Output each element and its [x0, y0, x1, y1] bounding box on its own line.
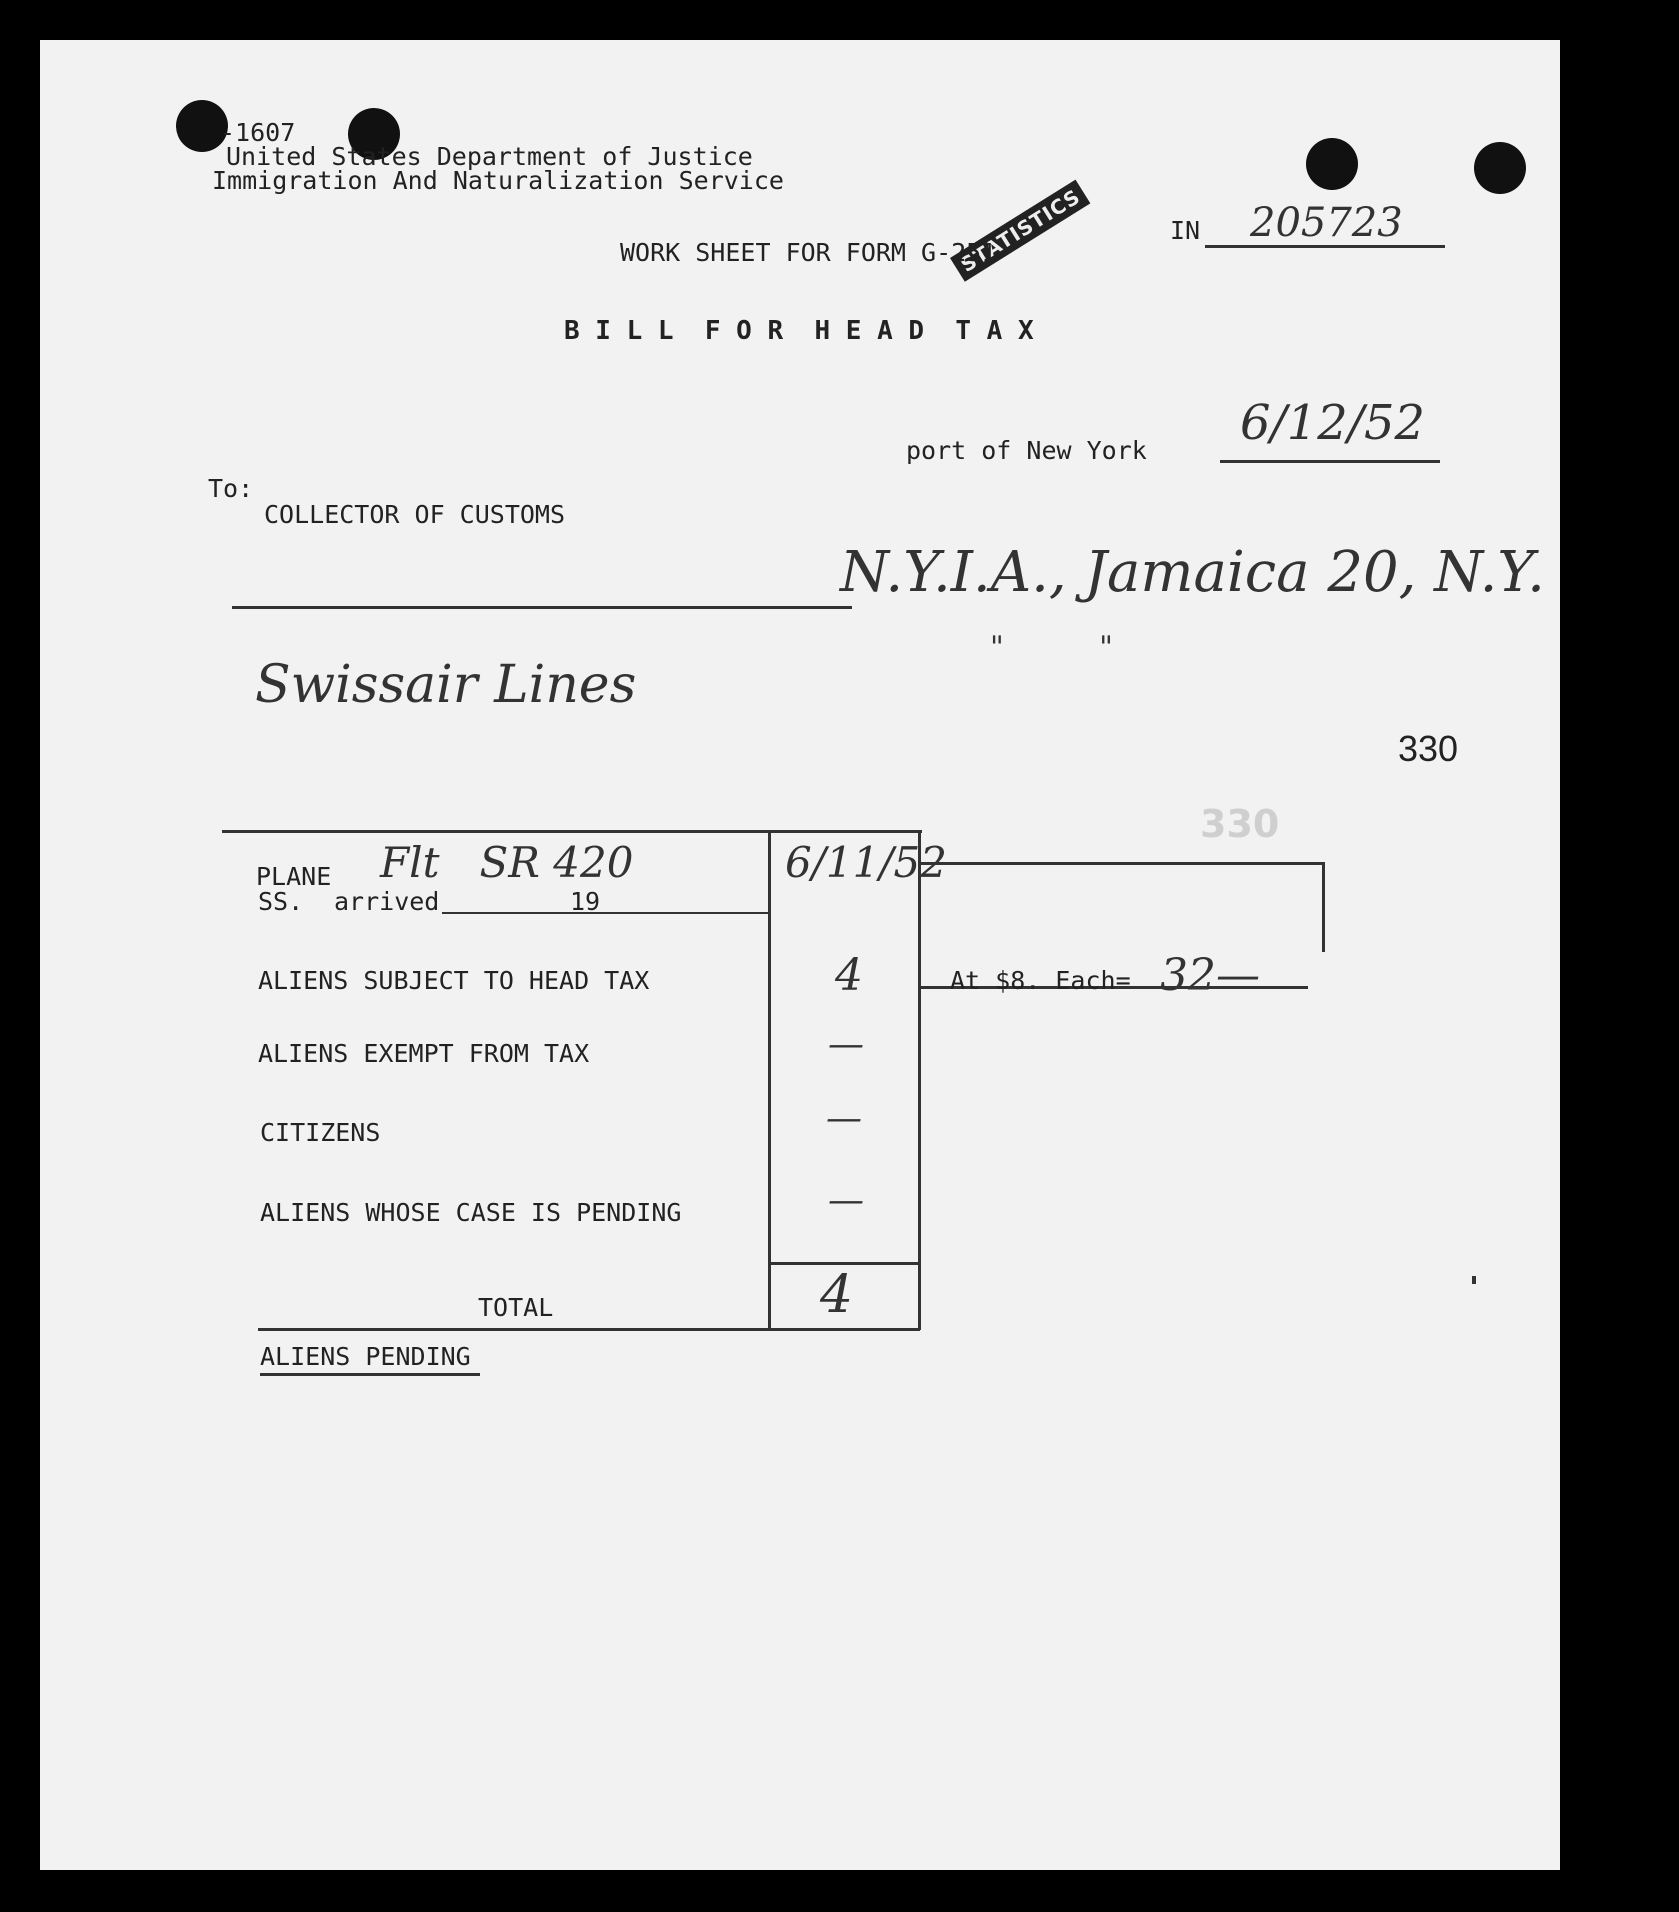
service-name: Immigration And Naturalization Service	[212, 166, 784, 195]
stray-mark	[1472, 1276, 1476, 1284]
address-underline	[232, 606, 852, 609]
rate-box-side	[1322, 862, 1325, 952]
to-label: To:	[208, 474, 254, 503]
arrived-underline	[442, 912, 768, 914]
carrier-handwritten: Swissair Lines	[255, 655, 637, 715]
location-handwritten: N.Y.I.A., Jamaica 20, N.Y.	[840, 540, 1545, 605]
table-divider-left	[768, 830, 771, 1330]
collector-label: COLLECTOR OF CUSTOMS	[264, 500, 566, 529]
row-value-exempt: —	[828, 1024, 864, 1065]
row-label-citizens: CITIZENS	[260, 1118, 381, 1147]
total-label: TOTAL	[478, 1293, 554, 1322]
row-value-subject: 4	[835, 950, 863, 1001]
row-value-pending-case: —	[828, 1180, 864, 1221]
table-top-rule	[222, 830, 922, 833]
ss-label: SS.	[258, 887, 304, 916]
in-number: 205723	[1250, 200, 1403, 246]
code-number: 330	[1398, 728, 1459, 769]
port-label: port of New York	[906, 436, 1147, 465]
row-label-pending-case: ALIENS WHOSE CASE IS PENDING	[260, 1198, 682, 1227]
rate-box-top	[920, 862, 1325, 865]
port-date: 6/12/52	[1240, 395, 1426, 451]
punch-hole	[1474, 142, 1526, 194]
department-name: United States Department of Justice	[226, 142, 753, 171]
aliens-pending-underline	[260, 1373, 480, 1376]
in-label: IN	[1170, 216, 1201, 245]
plane-label: PLANE	[256, 862, 332, 891]
document-page	[40, 40, 1560, 1870]
flight-handwritten: Flt SR 420	[380, 838, 634, 887]
ditto-marks: " "	[990, 630, 1113, 665]
form-number: -1607	[220, 118, 296, 147]
port-date-underline	[1220, 460, 1440, 463]
row-label-exempt: ALIENS EXEMPT FROM TAX	[258, 1039, 590, 1068]
aliens-pending-label: ALIENS PENDING	[260, 1342, 471, 1371]
arrival-date-handwritten: 6/11/52	[785, 838, 947, 887]
table-divider-right	[918, 830, 921, 1330]
faint-code-number: 330	[1200, 802, 1280, 846]
statistics-stamp: STATISTICS	[950, 179, 1091, 281]
bill-title: B I L L F O R H E A D T A X	[564, 316, 1034, 346]
total-value: 4	[820, 1265, 854, 1325]
worksheet-title: WORK SHEET FOR FORM G-251	[620, 238, 997, 267]
row-label-subject: ALIENS SUBJECT TO HEAD TAX	[258, 966, 650, 995]
arrived-label: arrived	[334, 887, 440, 916]
total-bottom-rule	[258, 1328, 920, 1331]
row-value-citizens: —	[826, 1098, 862, 1139]
rate-amount: 32—	[1160, 950, 1260, 1001]
rate-label: At $8. Each=	[950, 966, 1131, 995]
punch-hole	[1306, 138, 1358, 190]
year-label: 19	[570, 887, 601, 916]
